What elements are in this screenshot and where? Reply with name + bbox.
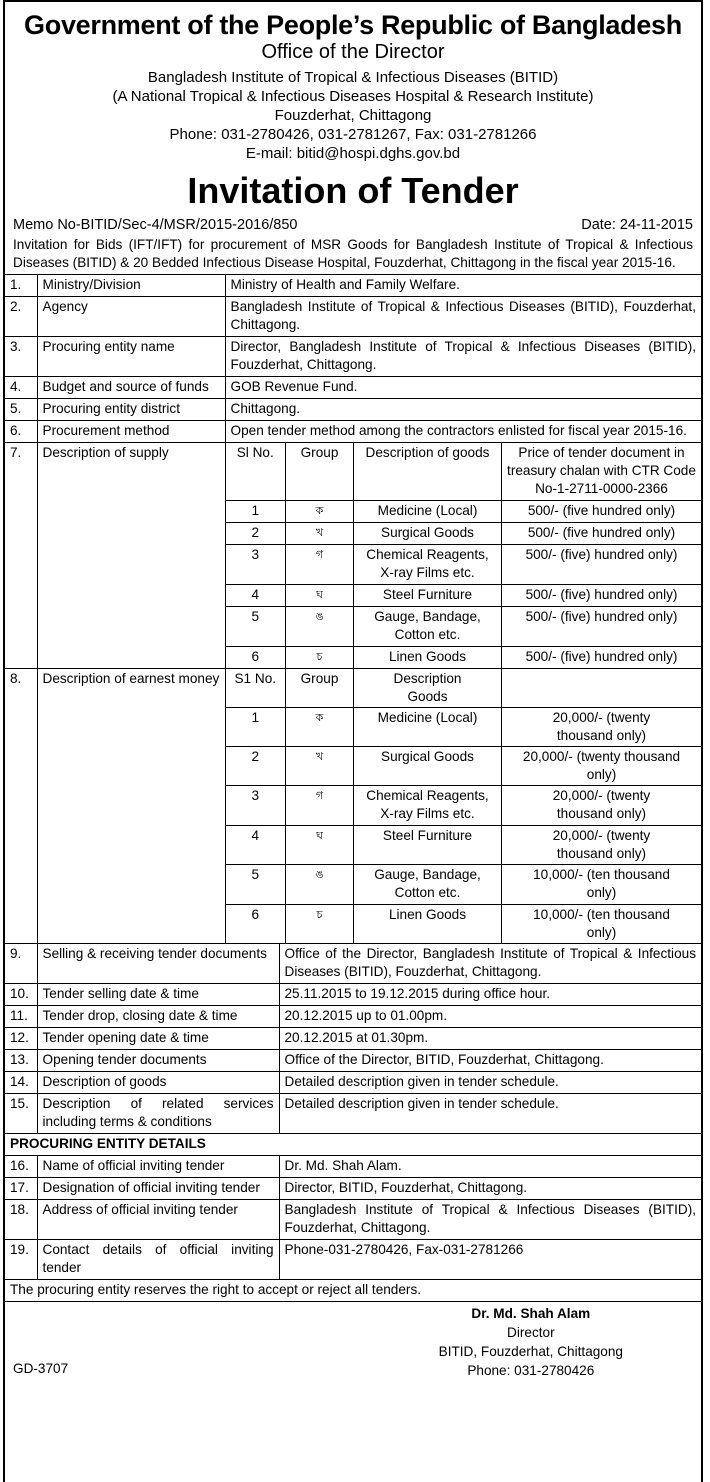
row-value: Open tender method among the contractors enlisted for fiscal year 2015-16. [225, 421, 701, 443]
government-title: Government of the People’s Republic of Bangladesh [24, 10, 682, 40]
row-number: 14. [5, 1072, 37, 1094]
institute-name: Bangladesh Institute of Tropical & Infectious Diseases (BITID) [147, 69, 559, 86]
description-cell: Chemical Reagents, X-ray Films etc. [354, 545, 502, 585]
row-label: Agency [37, 297, 225, 337]
row-label: Procuring entity name [37, 337, 225, 377]
row-number: 9. [5, 944, 37, 984]
table-row [226, 905, 702, 944]
row-value: 20.12.2015 at 01.30pm. [279, 1028, 701, 1050]
description-cell: Linen Goods [354, 647, 502, 669]
row-value: Ministry of Health and Family Welfare. [225, 275, 701, 297]
group-cell: চ [286, 905, 354, 944]
amount-cell: 10,000/- (ten thousand only) [502, 905, 702, 944]
row-label: Opening tender documents [37, 1050, 279, 1072]
description-cell: Linen Goods [354, 905, 502, 944]
group-cell: চ [286, 647, 354, 669]
row-number: 5. [5, 399, 37, 421]
row-label: Ministry/Division [37, 275, 225, 297]
table-row [226, 501, 702, 523]
row-value: Bangladesh Institute of Tropical & Infectious Diseases (BITID), Fouzderhat, Chittagong. [225, 297, 701, 337]
row-label: Designation of official inviting tender [37, 1178, 279, 1200]
serial-cell: 3 [226, 786, 286, 826]
table-row [226, 523, 702, 545]
serial-cell: 2 [226, 747, 286, 786]
row-label: Name of official inviting tender [37, 1156, 279, 1178]
table-row [5, 1156, 701, 1178]
table-row [226, 747, 702, 786]
group-cell: ঘ [286, 826, 354, 865]
table-row [5, 1200, 701, 1240]
supply-table [226, 443, 702, 668]
signatory-designation: Director [507, 1325, 555, 1340]
row-value: Office of the Director, BITID, Fouzderhat, Chittagong. [279, 1050, 701, 1072]
column-header: Group [286, 443, 354, 501]
document-title: Invitation of Tender [187, 170, 519, 211]
table-row [5, 421, 701, 443]
signature-block [5, 1302, 701, 1380]
row-label: Contact details of official inviting tender [37, 1240, 279, 1280]
table-row [226, 607, 702, 647]
price-cell: 500/- (five) hundred only) [502, 647, 702, 669]
row-label: Procuring entity district [37, 399, 225, 421]
table-row [5, 1050, 701, 1072]
price-cell: 500/- (five hundred only) [502, 501, 702, 523]
row-number: 16. [5, 1156, 37, 1178]
serial-cell: 2 [226, 523, 286, 545]
signatory-office: BITID, Fouzderhat, Chittagong [438, 1344, 623, 1359]
row-value: Bangladesh Institute of Tropical & Infectious Diseases (BITID), Fouzderhat, Chittagong. [279, 1200, 701, 1240]
amount-cell: 20,000/- (twenty thousand only) [502, 786, 702, 826]
description-cell: Gauge, Bandage, Cotton etc. [354, 865, 502, 905]
row-value: Office of the Director, Bangladesh Institute of Tropical & Infectious Diseases (BITID), Fouzderhat, Chittagong. [279, 944, 701, 984]
memo-number: Memo No-BITID/Sec-4/MSR/2015-2016/850 [13, 217, 298, 233]
row-number: 4. [5, 377, 37, 399]
price-cell: 500/- (five) hundred only) [502, 545, 702, 585]
table-row [5, 1094, 701, 1134]
reserve-row [5, 1280, 701, 1302]
row-value: Director, BITID, Fouzderhat, Chittagong. [279, 1178, 701, 1200]
amount-cell: 20,000/- (twenty thousand only) [502, 826, 702, 865]
row-value: Detailed description given in tender schedule. [279, 1072, 701, 1094]
group-cell: খ [286, 523, 354, 545]
row-number: 15. [5, 1094, 37, 1134]
reference-code: GD-3707 [13, 1361, 69, 1376]
serial-cell: 1 [226, 708, 286, 747]
description-cell: Surgical Goods [354, 523, 502, 545]
serial-cell: 4 [226, 585, 286, 607]
row-number: 7. [5, 443, 37, 669]
serial-cell: 1 [226, 501, 286, 523]
price-cell: 500/- (five) hundred only) [502, 585, 702, 607]
row-value: Detailed description given in tender schedule. [279, 1094, 701, 1134]
row-value: Phone-031-2780426, Fax-031-2781266 [279, 1240, 701, 1280]
amount-cell: 20,000/- (twenty thousand only) [502, 708, 702, 747]
row-label: Selling & receiving tender documents [37, 944, 279, 984]
group-cell: গ [286, 786, 354, 826]
group-cell: খ [286, 747, 354, 786]
row-value: 20.12.2015 up to 01.00pm. [279, 1006, 701, 1028]
table-row [5, 984, 701, 1006]
row-number: 3. [5, 337, 37, 377]
tender-table [5, 274, 701, 944]
supply-header-row [226, 443, 702, 501]
signatory [439, 1304, 623, 1380]
row-label: Procurement method [37, 421, 225, 443]
row-label: Address of official inviting tender [37, 1200, 279, 1240]
table-row [5, 1028, 701, 1050]
signatory-name: Dr. Md. Shah Alam [471, 1306, 591, 1321]
row-label: Description of earnest money [37, 669, 225, 944]
intro-paragraph: Invitation for Bids (IFT/IFT) for procurement of MSR Goods for Bangladesh Institute of Tropical & Infectious Diseases (BITID) & 20 Bedded Infectious Disease Hospital, Fouzderhat, Chittagong in the fiscal year 2015-16. [13, 237, 693, 270]
group-cell: ঙ [286, 865, 354, 905]
price-cell: 500/- (five) hundred only) [502, 607, 702, 647]
row-number: 13. [5, 1050, 37, 1072]
table-row [5, 443, 701, 669]
description-cell: Medicine (Local) [354, 708, 502, 747]
column-header: Sl No. [226, 443, 286, 501]
row-label: Description of related services including terms & conditions [37, 1094, 279, 1134]
group-cell: ক [286, 708, 354, 747]
table-row [226, 585, 702, 607]
description-cell: Gauge, Bandage, Cotton etc. [354, 607, 502, 647]
serial-cell: 3 [226, 545, 286, 585]
row-number: 11. [5, 1006, 37, 1028]
description-cell: Surgical Goods [354, 747, 502, 786]
price-cell: 500/- (five hundred only) [502, 523, 702, 545]
group-cell: ঘ [286, 585, 354, 607]
table-row [226, 865, 702, 905]
institute-subtitle: (A National Tropical & Infectious Diseases Hospital & Research Institute) [112, 88, 594, 105]
institute-location: Fouzderhat, Chittagong [274, 107, 432, 124]
tender-notice [3, 0, 703, 1482]
serial-cell: 4 [226, 826, 286, 865]
row-value: Dr. Md. Shah Alam. [279, 1156, 701, 1178]
group-cell: গ [286, 545, 354, 585]
row-label: Tender opening date & time [37, 1028, 279, 1050]
row-label: Description of supply [37, 443, 225, 669]
description-cell: Medicine (Local) [354, 501, 502, 523]
row-value: Chittagong. [225, 399, 701, 421]
tender-table-lower [5, 943, 701, 1302]
row-value: 25.11.2015 to 19.12.2015 during office hour. [279, 984, 701, 1006]
amount-cell: 20,000/- (twenty thousand only) [502, 747, 702, 786]
description-cell: Steel Furniture [354, 585, 502, 607]
memo-date: Date: 24-11-2015 [581, 217, 693, 233]
row-number: 10. [5, 984, 37, 1006]
table-row [226, 545, 702, 585]
group-cell: ক [286, 501, 354, 523]
memo-line [5, 217, 701, 233]
row-number: 19. [5, 1240, 37, 1280]
earnest-cell [225, 669, 701, 944]
amount-cell: 10,000/- (ten thousand only) [502, 865, 702, 905]
row-label: Tender selling date & time [37, 984, 279, 1006]
row-value: GOB Revenue Fund. [225, 377, 701, 399]
row-label: Description of goods [37, 1072, 279, 1094]
column-header: Group [286, 669, 354, 708]
table-row [5, 377, 701, 399]
table-row [226, 826, 702, 865]
contact-phone: Phone: 031-2780426, 031-2781267, Fax: 031-2781266 [169, 126, 537, 143]
row-number: 6. [5, 421, 37, 443]
row-number: 2. [5, 297, 37, 337]
table-row [5, 275, 701, 297]
table-row [5, 1178, 701, 1200]
section-row [5, 1134, 701, 1156]
column-header: S1 No. [226, 669, 286, 708]
description-cell: Steel Furniture [354, 826, 502, 865]
table-row [226, 786, 702, 826]
table-row [5, 337, 701, 377]
row-label: Tender drop, closing date & time [37, 1006, 279, 1028]
table-row [5, 1072, 701, 1094]
table-row [5, 944, 701, 984]
serial-cell: 6 [226, 905, 286, 944]
serial-cell: 5 [226, 865, 286, 905]
table-row [5, 297, 701, 337]
earnest-header-row [226, 669, 702, 708]
row-number: 17. [5, 1178, 37, 1200]
row-number: 8. [5, 669, 37, 944]
column-header-empty [502, 669, 702, 708]
row-number: 1. [5, 275, 37, 297]
table-row [226, 708, 702, 747]
supply-cell [225, 443, 701, 669]
row-number: 12. [5, 1028, 37, 1050]
row-value: Director, Bangladesh Institute of Tropical & Infectious Diseases (BITID), Fouzderhat, Chittagong. [225, 337, 701, 377]
office-title: Office of the Director [261, 41, 445, 63]
description-cell: Chemical Reagents, X-ray Films etc. [354, 786, 502, 826]
serial-cell: 5 [226, 607, 286, 647]
column-header: Description Goods [354, 669, 502, 708]
table-row [5, 1240, 701, 1280]
table-row [5, 1006, 701, 1028]
table-row [226, 647, 702, 669]
row-label: Budget and source of funds [37, 377, 225, 399]
table-row [5, 669, 701, 944]
section-title: PROCURING ENTITY DETAILS [5, 1134, 701, 1156]
column-header: Description of goods [354, 443, 502, 501]
contact-email: E-mail: bitid@hospi.dghs.gov.bd [245, 145, 461, 162]
table-row [5, 399, 701, 421]
signatory-phone: Phone: 031-2780426 [467, 1363, 595, 1378]
letterhead [5, 10, 701, 213]
earnest-table [226, 669, 702, 943]
reserve-note: The procuring entity reserves the right to accept or reject all tenders. [5, 1280, 701, 1302]
row-number: 18. [5, 1200, 37, 1240]
serial-cell: 6 [226, 647, 286, 669]
column-header: Price of tender document in treasury chalan with CTR Code No-1-2711-0000-2366 [502, 443, 702, 501]
group-cell: ঙ [286, 607, 354, 647]
